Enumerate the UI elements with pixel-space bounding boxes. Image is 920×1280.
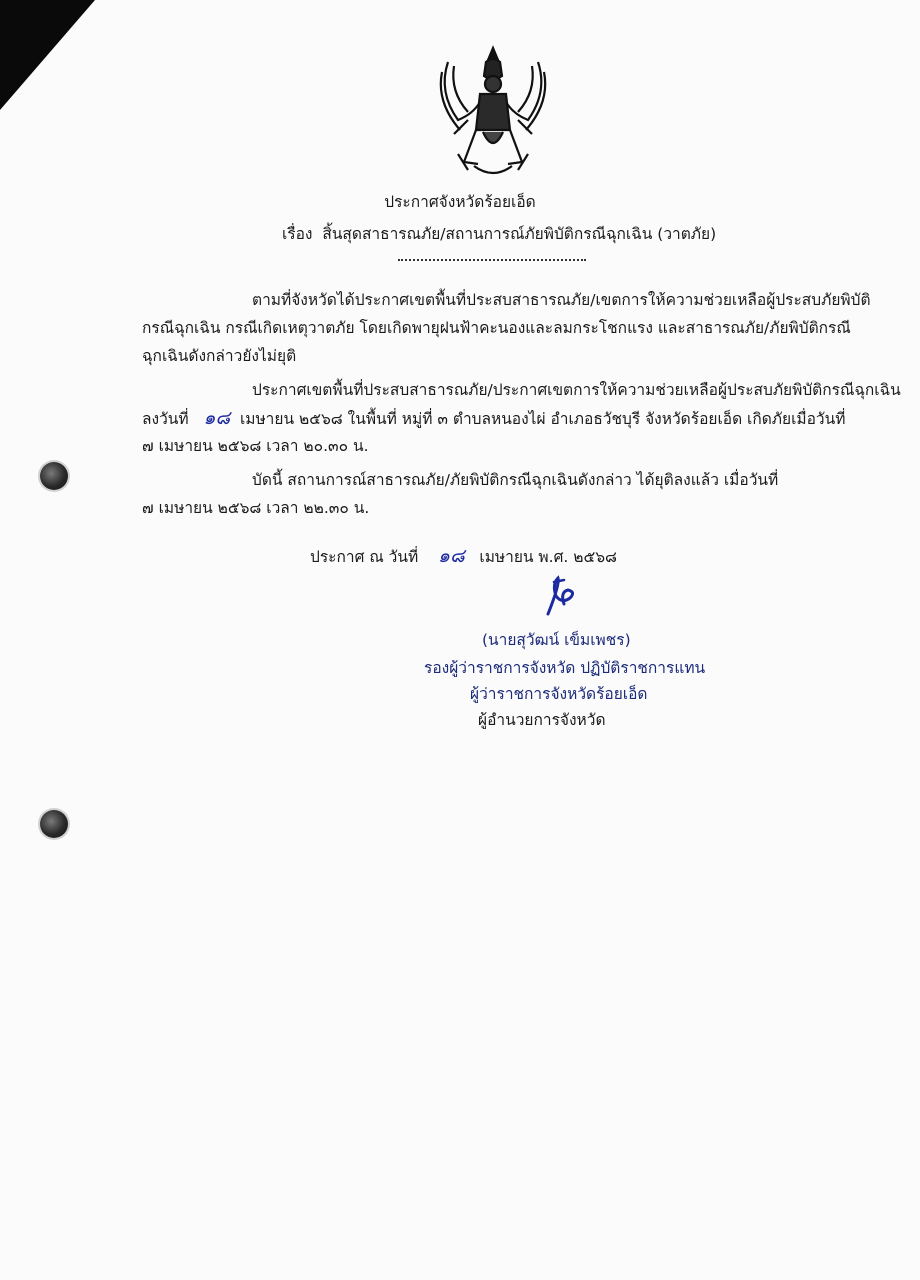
punch-hole-lower xyxy=(40,810,68,838)
signer-position-2: ผู้ว่าราชการจังหวัดร้อยเอ็ด xyxy=(470,685,648,703)
p2-line3: ๗ เมษายน ๒๕๖๘ เวลา ๒๐.๓๐ น. xyxy=(142,437,369,455)
p2-line1: ประกาศเขตพื้นที่ประสบสาธารณภัย/ประกาศเขตการให้ความช่วยเหลือผู้ประสบภัยพิบัติกรณีฉุกเฉิน xyxy=(252,381,901,399)
announce-date: เมษายน พ.ศ. ๒๕๖๘ xyxy=(479,548,618,566)
subject-text: สิ้นสุดสาธารณภัย/สถานการณ์ภัยพิบัติกรณีฉุกเฉิน (วาตภัย) xyxy=(322,225,717,243)
subject-label: เรื่อง xyxy=(282,225,313,243)
signer-position: รองผู้ว่าราชการจังหวัด ปฏิบัติราชการแทน xyxy=(424,659,706,677)
subject-line xyxy=(282,224,716,244)
scan-corner-shadow xyxy=(0,0,95,110)
announce-label: ประกาศ ณ วันที่ xyxy=(310,548,419,566)
announce-line xyxy=(310,546,617,567)
p2-date-prefix: ลงวันที่ xyxy=(142,410,189,428)
garuda-emblem-icon xyxy=(428,42,558,184)
p3-line1: บัดนี้ สถานการณ์สาธารณภัย/ภัยพิบัติกรณีฉุกเฉินดังกล่าว ได้ยุติลงแล้ว เมื่อวันที่ xyxy=(252,471,779,489)
punch-hole-upper xyxy=(40,462,68,490)
handwritten-day-1: ๑๘ xyxy=(203,407,231,429)
p1-line1: ตามที่จังหวัดได้ประกาศเขตพื้นที่ประสบสาธารณภัย/เขตการให้ความช่วยเหลือผู้ประสบภัยพิบัติ xyxy=(252,291,871,309)
signer-name: (นายสุวัฒน์ เข็มเพชร) xyxy=(482,631,631,649)
p2-line2 xyxy=(142,408,845,429)
handwritten-day-2: ๑๘ xyxy=(437,545,465,567)
signature-icon xyxy=(530,574,590,620)
p3-line2: ๗ เมษายน ๒๕๖๘ เวลา ๒๒.๓๐ น. xyxy=(142,499,370,517)
p1-line2: กรณีฉุกเฉิน กรณีเกิดเหตุวาตภัย โดยเกิดพายุฝนฟ้าคะนองและลมกระโชกแรง และสาธารณภัย/ภัยพิบัติกรณี xyxy=(142,319,851,337)
signer-position-3: ผู้อำนวยการจังหวัด xyxy=(478,711,606,729)
p1-line3: ฉุกเฉินดังกล่าวยังไม่ยุติ xyxy=(142,347,297,365)
p2-date-suffix: เมษายน ๒๕๖๘ ในพื้นที่ หมู่ที่ ๓ ตำบลหนองไผ่ อำเภอธวัชบุรี จังหวัดร้อยเอ็ด เกิดภัยเมื่อวันที่ xyxy=(239,410,846,428)
document-title: ประกาศจังหวัดร้อยเอ็ด xyxy=(384,193,536,211)
dotted-divider xyxy=(398,259,586,261)
